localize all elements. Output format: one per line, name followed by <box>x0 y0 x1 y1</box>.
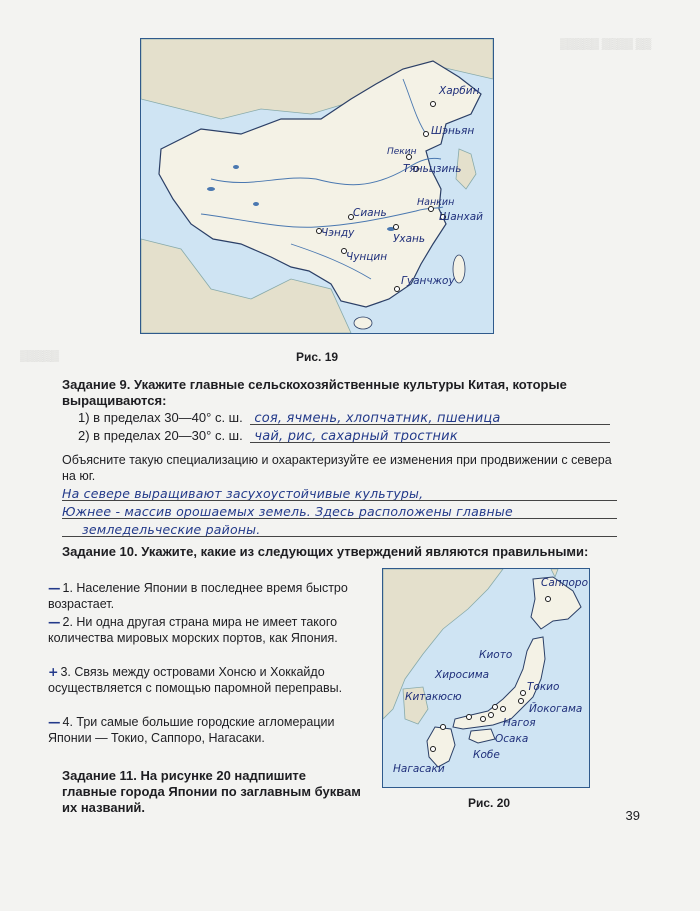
task9-line1-label: 1) в пределах 30—40° с. ш. <box>78 410 243 425</box>
bleed-through-text: ▒▒▒▒▒ ▒▒▒▒ ▒▒ <box>560 38 652 50</box>
task9-answer-line-a[interactable]: На севере выращивают засухоустойчивые культуры, <box>62 486 424 501</box>
japan-map <box>382 568 590 788</box>
city-label-guangzhou: Гуанчжоу <box>401 275 455 287</box>
city-label-nanjing: Нанкин <box>417 197 455 208</box>
city-label-osaka: Осака <box>495 733 529 745</box>
statement-text: 4. Три самые большие городские агломерации Японии — Токио, Саппоро, Нагасаки. <box>48 715 335 745</box>
city-label-shenyang: Шэньян <box>431 125 475 137</box>
statement-mark[interactable]: — <box>48 614 61 629</box>
china-map <box>140 38 494 334</box>
city-label-tianjin: Тяньцзинь <box>403 163 462 175</box>
statement-mark[interactable]: + <box>48 664 59 679</box>
task9-explain <box>62 452 622 484</box>
statement-mark[interactable]: — <box>48 580 61 595</box>
task9-answer-line-b[interactable]: Южнее - массив орошаемых земель. Здесь расположены главные <box>62 504 513 519</box>
city-label-chengdu: Чэнду <box>321 227 355 239</box>
city-label-nagasaki: Нагасаки <box>393 763 445 775</box>
statement-mark[interactable]: — <box>48 714 61 729</box>
fig20-caption: Рис. 20 <box>468 796 511 810</box>
city-label-harbin: Харбин <box>439 85 480 97</box>
city-label-kitakyushu: Китакюсю <box>405 691 462 703</box>
city-label-sapporo: Саппоро <box>541 577 589 589</box>
page-number: 39 <box>625 808 640 823</box>
task11-text: На рисунке 20 надпишите главные города Японии по заглавным буквам их названий. <box>62 768 361 815</box>
city-label-yokohama: Йокогама <box>529 703 583 715</box>
answer-underline <box>250 424 610 425</box>
answer-underline <box>62 500 617 501</box>
task10-statement-2 <box>48 614 358 646</box>
task10-prompt <box>62 544 622 560</box>
city-label-shanghai: Шанхай <box>439 211 483 223</box>
city-label-kyoto: Киото <box>479 649 513 661</box>
task10-text: Укажите, какие из следующих утверждений являются правильными: <box>141 544 589 559</box>
task9-line2-label: 2) в пределах 20—30° с. ш. <box>78 428 243 443</box>
task9-title: Задание 9. <box>62 377 131 392</box>
task9-line1-answer[interactable]: соя, ячмень, хлопчатник, пшеница <box>254 411 501 426</box>
city-label-beijing: Пекин <box>387 147 417 157</box>
city-label-xian: Сиань <box>353 207 387 219</box>
task9-prompt <box>62 377 602 409</box>
task10-statement-4 <box>48 714 358 746</box>
china-map-graphic <box>141 39 493 333</box>
bleed-through-text: ▒▒▒▒▒ <box>20 350 59 362</box>
task11-prompt <box>62 768 362 816</box>
city-label-hiroshima: Хиросима <box>435 669 490 681</box>
answer-underline <box>62 518 617 519</box>
task9-line2-answer[interactable]: чай, рис, сахарный тростник <box>254 429 458 444</box>
task9-explain-text: Объясните такую специализацию и охарактеризуйте ее изменения при продвижении с севера на юг. <box>62 453 612 483</box>
statement-text: 3. Связь между островами Хонсю и Хоккайдо осуществляется с помощью паромной переправы. <box>48 665 343 695</box>
task9-answer-line-c[interactable]: земледельческие районы. <box>82 522 261 537</box>
task11-title: Задание 11. <box>62 768 137 783</box>
task9-text: Укажите главные сельскохозяйственные культуры Китая, которые выращиваются: <box>62 377 567 408</box>
fig19-caption: Рис. 19 <box>296 350 339 364</box>
city-label-wuhan: Ухань <box>393 233 426 245</box>
task10-title: Задание 10. <box>62 544 138 559</box>
task10-statement-3 <box>48 664 358 696</box>
city-label-chongqing: Чунцин <box>346 251 388 263</box>
city-label-kobe: Кобе <box>473 749 500 761</box>
task10-statement-1 <box>48 580 358 612</box>
statement-text: 2. Ни одна другая страна мира не имеет такого количества мировых морских портов, как Япония. <box>48 615 338 645</box>
answer-underline <box>250 442 610 443</box>
city-label-nagoya: Нагоя <box>503 717 536 729</box>
statement-text: 1. Население Японии в последнее время быстро возрастает. <box>48 581 348 611</box>
answer-underline <box>62 536 617 537</box>
city-label-tokyo: Токио <box>527 681 560 693</box>
